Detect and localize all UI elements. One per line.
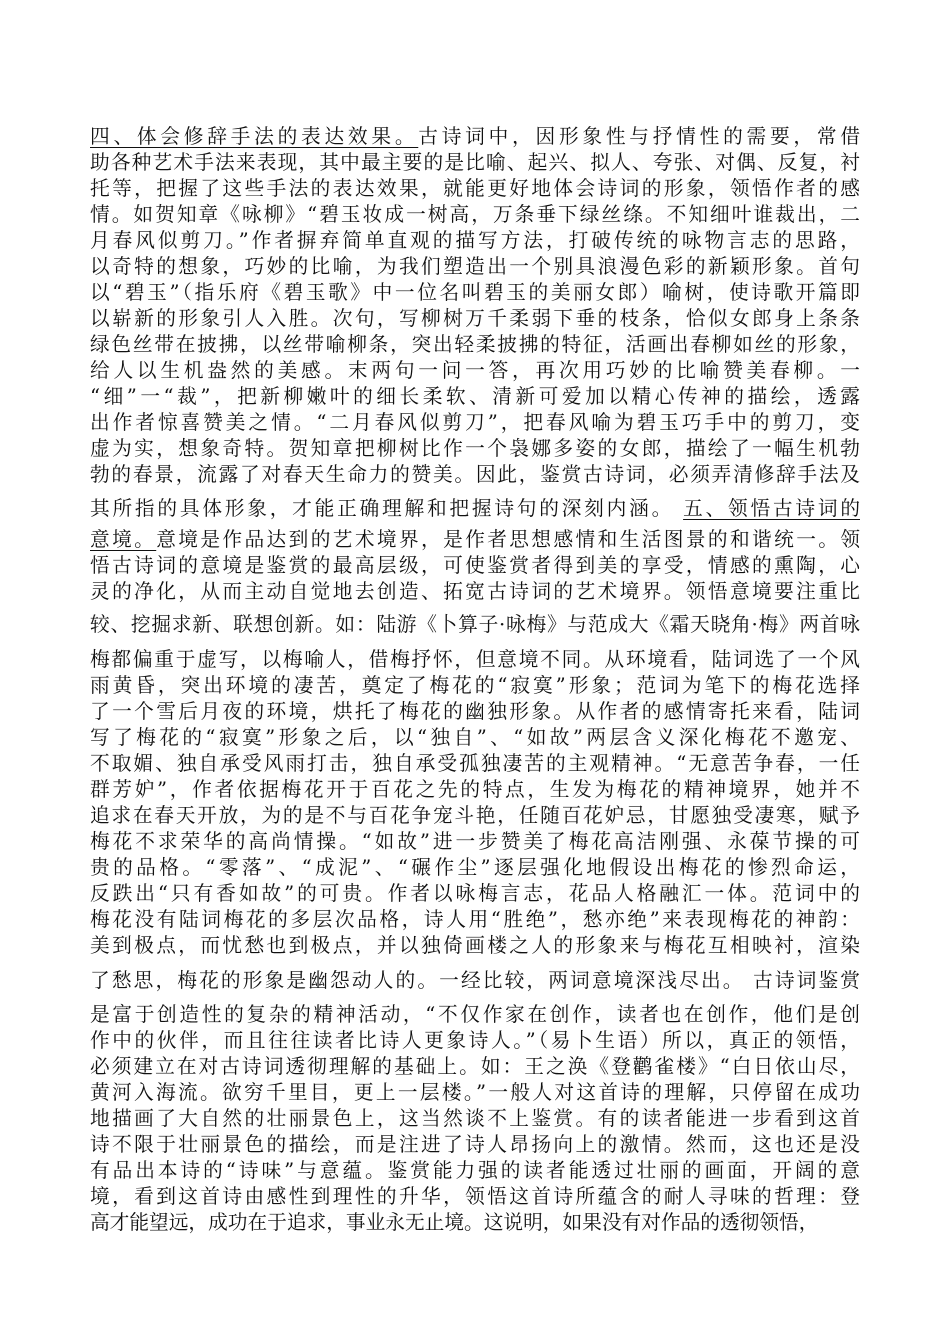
- text-segment: 助各种艺术手法来表现，其中最主要的是比喻、起兴、拟人、夸张、对偶、反复，衬: [90, 151, 860, 174]
- underlined-heading: 四、体会修辞手法的表达效果。: [90, 125, 419, 148]
- text-segment: 境，看到这首诗由感性到理性的升华，领悟这首诗所蕴含的耐人寻味的哲理：登: [90, 1185, 860, 1208]
- text-segment: 以“碧玉”（指乐府《碧玉歌》中一位名叫碧玉的美丽女郎）喻树，使诗歌开篇即: [90, 281, 860, 304]
- text-line: [90, 494, 860, 524]
- text-segment: “细”一“裁”，把新柳嫩叶的细长柔软、清新可爱加以精心传神的描绘，透露: [90, 385, 860, 408]
- text-segment: 虚为实，想象奇特。贺知章把柳树比作一个袅娜多姿的女郎，描绘了一幅生机勃: [90, 437, 860, 460]
- text-line: [90, 460, 860, 490]
- text-segment: 以奇特的想象，巧妙的比喻，为我们塑造出一个别具浪漫色彩的新颖形象。首句: [90, 255, 860, 278]
- text-segment: 作中的伙伴，而且往往读者比诗人更象诗人。”（易卜生语）所以，真正的领悟，: [90, 1029, 860, 1052]
- text-segment: 出作者惊喜赞美之情。“二月春风似剪刀”，把春风喻为碧玉巧手中的剪刀，变: [90, 411, 860, 434]
- underlined-heading: 五、领悟古诗词的: [683, 497, 860, 520]
- text-segment: 梅花不求荣华的高尚情操。“如故”进一步赞美了梅花高洁刚强、永葆节操的可: [90, 830, 860, 853]
- text-segment: 悟古诗词的意境是鉴赏的最高层级，可使鉴赏者得到美的享受，情感的熏陶，心: [90, 554, 860, 577]
- text-segment: 以崭新的形象引人入胜。次句，写柳树万千柔弱下垂的枝条，恰似女郎身上条条: [90, 307, 860, 330]
- text-segment: 梅花没有陆词梅花的多层次品格，诗人用“胜绝”，愁亦绝”来表现梅花的神韵：: [90, 908, 860, 931]
- text-segment: 诗不限于壮丽景色的描绘，而是注进了诗人昂扬向上的激情。然而，这也还是没: [90, 1133, 860, 1156]
- text-segment: 梅都偏重于虚写，以梅喻人，借梅抒怀，但意境不同。从环境看，陆词选了一个风: [90, 648, 860, 671]
- text-segment: 意境是作品达到的艺术境界，是作者思想感情和生活图景的和谐统一。领: [156, 528, 860, 551]
- text-segment: 不取媚、独自承受风雨打击，独自承受孤独凄苦的主观精神。“无意苦争春，一任: [90, 752, 860, 775]
- text-segment: 群芳妒”，作者依据梅花开于百花之先的特点，生发为梅花的精神境界，她并不: [90, 778, 860, 801]
- text-segment: 高才能望远，成功在于追求，事业永无止境。这说明，如果没有对作品的透彻领悟，: [90, 1211, 819, 1234]
- text-line: [90, 966, 860, 996]
- text-segment: 灵的净化，从而主动自觉地去创造、拓宽古诗词的艺术境界。领悟意境要注重比: [90, 580, 860, 603]
- text-line: [90, 577, 860, 607]
- text-segment: 托等，把握了这些手法的表达效果，就能更好地体会诗词的形象，领悟作者的感: [90, 177, 860, 200]
- text-segment: 情。如贺知章《咏柳》“碧玉妆成一树高，万条垂下绿丝绦。不知细叶谁裁出，二: [90, 203, 860, 226]
- text-line: [90, 610, 860, 640]
- text-segment: 了一个雪后月夜的环境，烘托了梅花的幽独形象。从作者的感情寄托来看，陆词: [90, 700, 860, 723]
- text-segment: 写了梅花的“寂寞”形象之后，以“独自”、“如故”两层含义深化梅花不邀宠、: [90, 726, 860, 749]
- text-segment: 追求在春天开放，为的是不与百花争宠斗艳，任随百花妒忌，甘愿独受凄寒，赋予: [90, 804, 860, 827]
- text-segment: 古诗词中，因形象性与抒情性的需要，常借: [418, 125, 860, 148]
- text-segment: 贵的品格。“零落”、“成泥”、“碾作尘”逐层强化地假设出梅花的惨烈命运，: [90, 856, 860, 879]
- underlined-heading: 意境。: [90, 528, 157, 551]
- text-segment: 美到极点，而忧愁也到极点，并以独倚画楼之人的形象来与梅花互相映衬，渲染: [90, 934, 860, 957]
- text-segment: 较、挖掘求新、联想创新。如：陆游《卜算子·咏梅》与范成大《霜天晓角·梅》两首咏: [90, 613, 860, 636]
- text-segment: 有品出本诗的“诗味”与意蕴。鉴赏能力强的读者能透过壮丽的画面，开阔的意: [90, 1159, 860, 1182]
- text-segment: 黄河入海流。欲穷千里目，更上一层楼。”一般人对这首诗的理解，只停留在成功: [90, 1081, 860, 1104]
- text-segment: 必须建立在对古诗词透彻理解的基础上。如：王之涣《登鹳雀楼》“白日依山尽，: [90, 1055, 860, 1078]
- text-line: [90, 931, 860, 961]
- text-segment: 反跌出“只有香如故”的可贵。作者以咏梅言志，花品人格融汇一体。范词中的: [90, 882, 860, 905]
- text-segment: 绿色丝带在披拂，以丝带喻柳条，突出轻柔披拂的特征，活画出春柳如丝的形象，: [90, 333, 860, 356]
- text-segment: 勃的春景，流露了对春天生命力的赞美。因此，鉴赏古诗词，必须弄清修辞手法及: [90, 463, 860, 486]
- text-segment: 了愁思，梅花的形象是幽怨动人的。一经比较，两词意境深浅尽出。 古诗词鉴赏: [90, 969, 860, 992]
- text-segment: 雨黄昏，突出环境的凄苦，奠定了梅花的“寂寞”形象；范词为笔下的梅花选择: [90, 674, 860, 697]
- text-segment: 地描画了大自然的壮丽景色上，这当然谈不上鉴赏。有的读者能进一步看到这首: [90, 1107, 860, 1130]
- text-line: [90, 1208, 860, 1238]
- text-segment: 给人以生机盎然的美感。末两句一问一答，再次用巧妙的比喻赞美春柳。一: [90, 359, 860, 382]
- text-segment: 月春风似剪刀。”作者摒弃简单直观的描写方法，打破传统的咏物言志的思路，: [90, 229, 860, 252]
- text-segment: 是富于创造性的复杂的精神活动，“不仅作家在创作，读者也在创作，他们是创: [90, 1003, 860, 1026]
- text-segment: 其所指的具体形象，才能正确理解和把握诗句的深刻内涵。: [90, 497, 684, 520]
